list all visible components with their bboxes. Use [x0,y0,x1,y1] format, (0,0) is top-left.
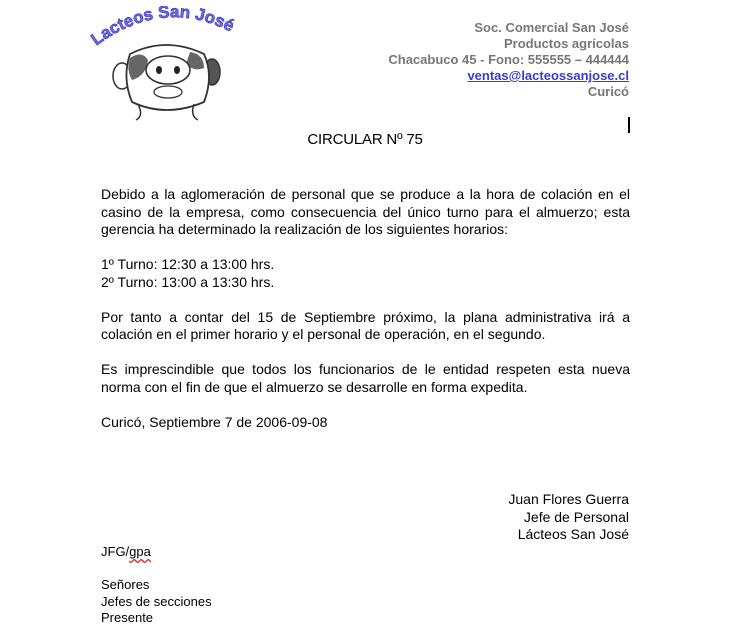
spellcheck-word: gpa [129,544,151,559]
cow-icon [113,45,220,120]
company-logo [86,6,256,124]
paragraph-intro: Debido a la aglomeración de personal que se produce a la hora de colación en el casino de la empresa, como consecuencia del único turno para el almuerzo; esta gerencia ha determinado la realización de los siguientes horarios: [101,186,630,237]
company-city: Curicó [587,84,629,99]
recipient-line: Señores [101,577,150,592]
date-line: Curicó, Septiembre 7 de 2006-09-08 [101,413,328,430]
company-name: Soc. Comercial San José [474,20,629,35]
document-body [101,186,630,431]
signature-name: Juan Flores Guerra [508,491,629,507]
company-subtitle: Productos agrícolas [504,36,629,51]
turn-schedule [101,256,630,291]
recipients-block [101,577,212,627]
reference-initials: JFG/gpa [101,544,151,559]
logo-text: Lacteos San José [87,6,238,50]
paragraph-schedule: Por tanto a contar del 15 de Septiembre próximo, la plana administrativa irá a colación en el primer horario y el personal de operación, en el segundo. [101,308,630,342]
signature-company: Lácteos San José [517,526,629,542]
paragraph-requirement: Es imprescindible que todos los funcionarios de le entidad respeten esta nueva norma con el fin de que el almuerzo se desarrolle en forma expedita. [101,361,630,395]
turn-2: 2º Turno: 13:00 a 13:30 hrs. [101,273,275,290]
turn-1: 1º Turno: 12:30 a 13:00 hrs. [101,256,275,272]
recipient-line: Jefes de secciones [101,593,212,609]
signature-position: Jefe de Personal [523,508,629,525]
signature-block [508,491,629,544]
company-letterhead [388,20,629,100]
company-email-link[interactable]: ventas@lacteossanjose.cl [467,68,629,83]
company-address-phone: Chacabuco 45 - Fono: 555555 – 444444 [388,52,629,67]
cow-logo-image [86,6,256,124]
document-title: CIRCULAR Nº 75 [307,131,423,148]
recipient-line: Presente [101,610,154,625]
